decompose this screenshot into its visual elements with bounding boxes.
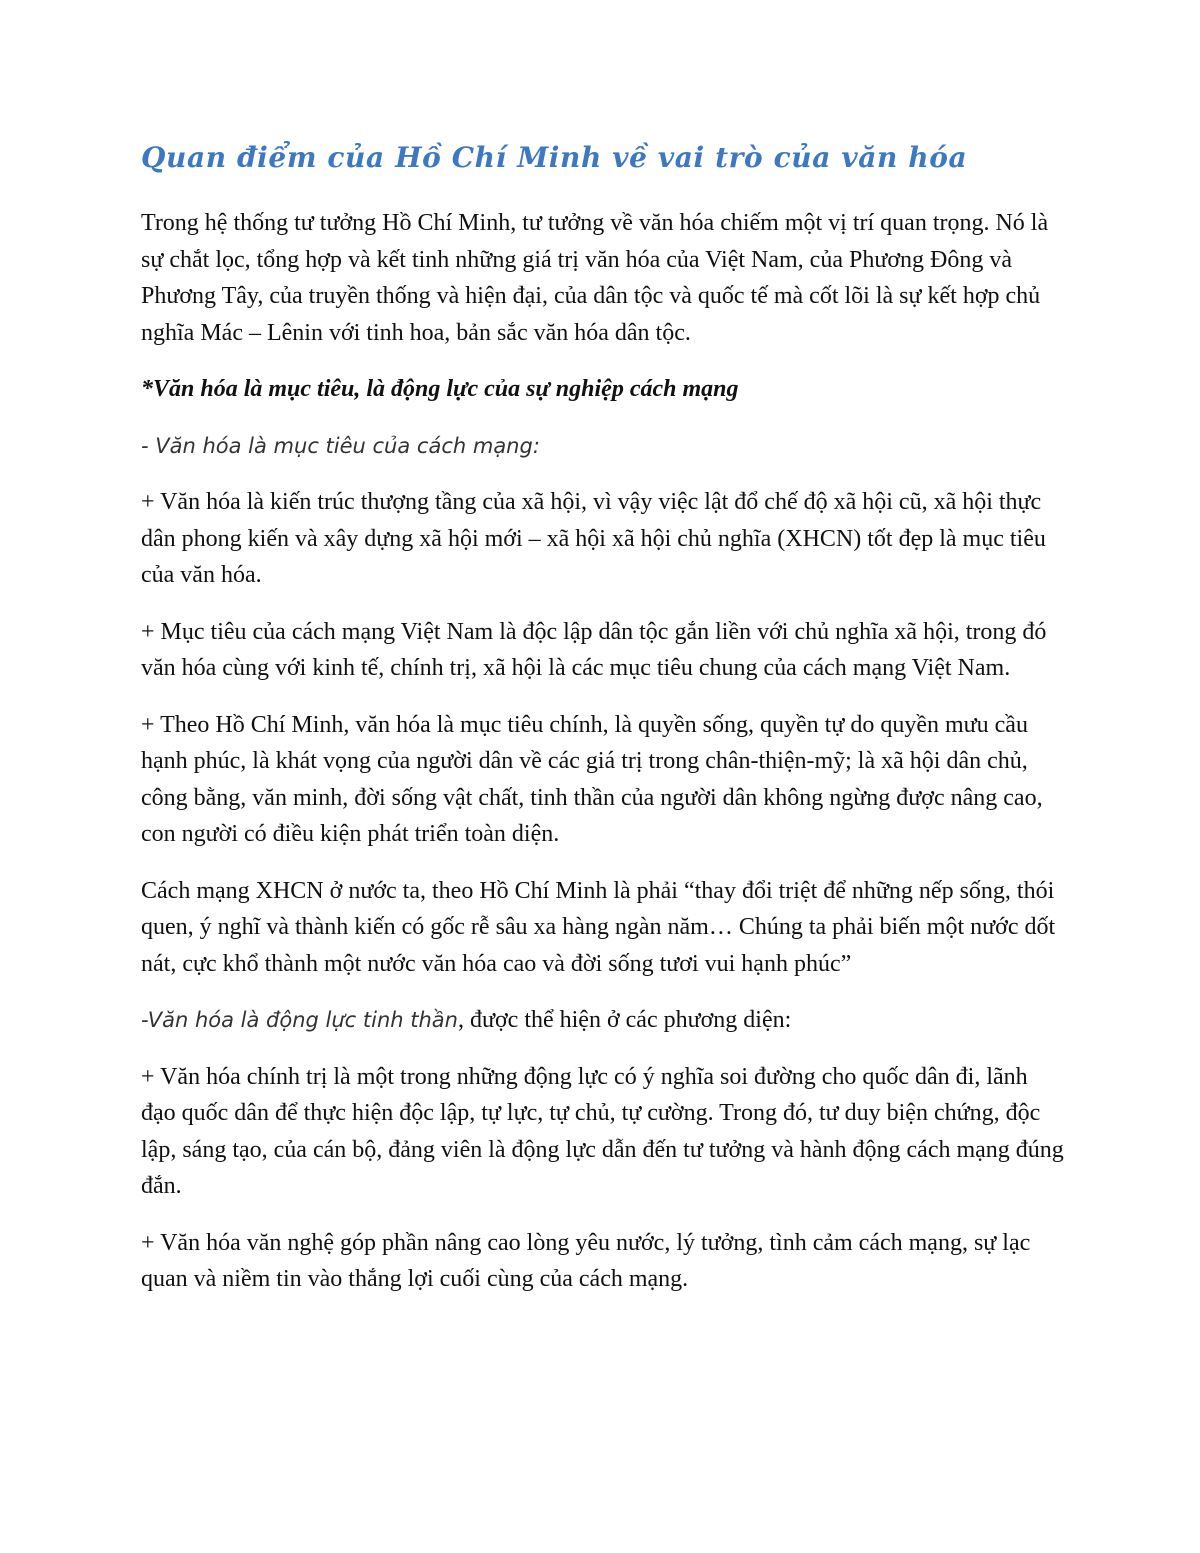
bullet-paragraph-4: + Văn hóa chính trị là một trong những động lực có ý nghĩa soi đường cho quốc dân đi, lãnh đạo quốc dân để thực hiện độc lập, tự lực, tự chủ, tự cường. Trong đó, tư duy biện chứng, độc lập, sáng tạo, của cán bộ, đảng viên là động lực dẫn đến tư tưởng và hành động cách mạng đúng đắn. — [141, 1063, 1064, 1199]
bullet-paragraph-5: + Văn hóa văn nghệ góp phần nâng cao lòng yêu nước, lý tưởng, tình cảm cách mạng, sự lạc quan và niềm tin vào thắng lợi cuối cùng của cách mạng. — [141, 1229, 1031, 1292]
intro-paragraph: Trong hệ thống tư tưởng Hồ Chí Minh, tư tưởng về văn hóa chiếm một vị trí quan trọng. Nó là sự chắt lọc, tổng hợp và kết tinh những giá trị văn hóa của Việt Nam, của Phương Đông và Phương Tây, của truyền thống và hiện đại, của dân tộc và quốc tế mà cốt lõi là sự kết hợp chủ nghĩa Mác – Lênin với tinh hoa, bản sắc văn hóa dân tộc. — [141, 210, 1049, 346]
bullet-paragraph-2: + Mục tiêu của cách mạng Việt Nam là độc lập dân tộc gắn liền với chủ nghĩa xã hội, trong đó văn hóa cùng với kinh tế, chính trị, xã hội là các mục tiêu chung của cách mạng Việt Nam. — [141, 618, 1047, 681]
bullet-paragraph-3: + Theo Hồ Chí Minh, văn hóa là mục tiêu chính, là quyền sống, quyền tự do quyền mưu cầu hạnh phúc, là khát vọng của người dân về các giá trị trong chân-thiện-mỹ; là xã hội dân chủ, công bằng, văn minh, đời sống vật chất, tinh thần của người dân không ngừng được nâng cao, con người có điều kiện phát triển toàn diện. — [141, 711, 1043, 847]
document-content — [141, 138, 1066, 1318]
subsection-heading-motivation-rest: , được thể hiện ở các phương diện: — [457, 1007, 792, 1033]
subsection-heading-goal: - Văn hóa là mục tiêu của cách mạng: — [141, 433, 540, 458]
section-heading: *Văn hóa là mục tiêu, là động lực của sự nghiệp cách mạng — [141, 376, 739, 402]
bullet-paragraph-1: + Văn hóa là kiến trúc thượng tầng của xã hội, vì vậy việc lật đổ chế độ xã hội cũ, xã hội thực dân phong kiến và xây dựng xã hội mới – xã hội xã hội chủ nghĩa (XHCN) tốt đẹp là mục tiêu của văn hóa. — [141, 489, 1046, 588]
subsection-heading-motivation — [141, 1002, 1066, 1039]
quote-paragraph: Cách mạng XHCN ở nước ta, theo Hồ Chí Minh là phải “thay đổi triệt để những nếp sống, thói quen, ý nghĩ và thành kiến có gốc rễ sâu xa hàng ngàn năm… Chúng ta phải biến một nước dốt nát, cực khổ thành một nước văn hóa cao và đời sống tươi vui hạnh phúc” — [141, 877, 1056, 977]
subsection-heading-motivation-italic: -Văn hóa là động lực tinh thần — [141, 1008, 458, 1032]
document-title: Quan điểm của Hồ Chí Minh về vai trò của văn hóa — [141, 141, 968, 174]
